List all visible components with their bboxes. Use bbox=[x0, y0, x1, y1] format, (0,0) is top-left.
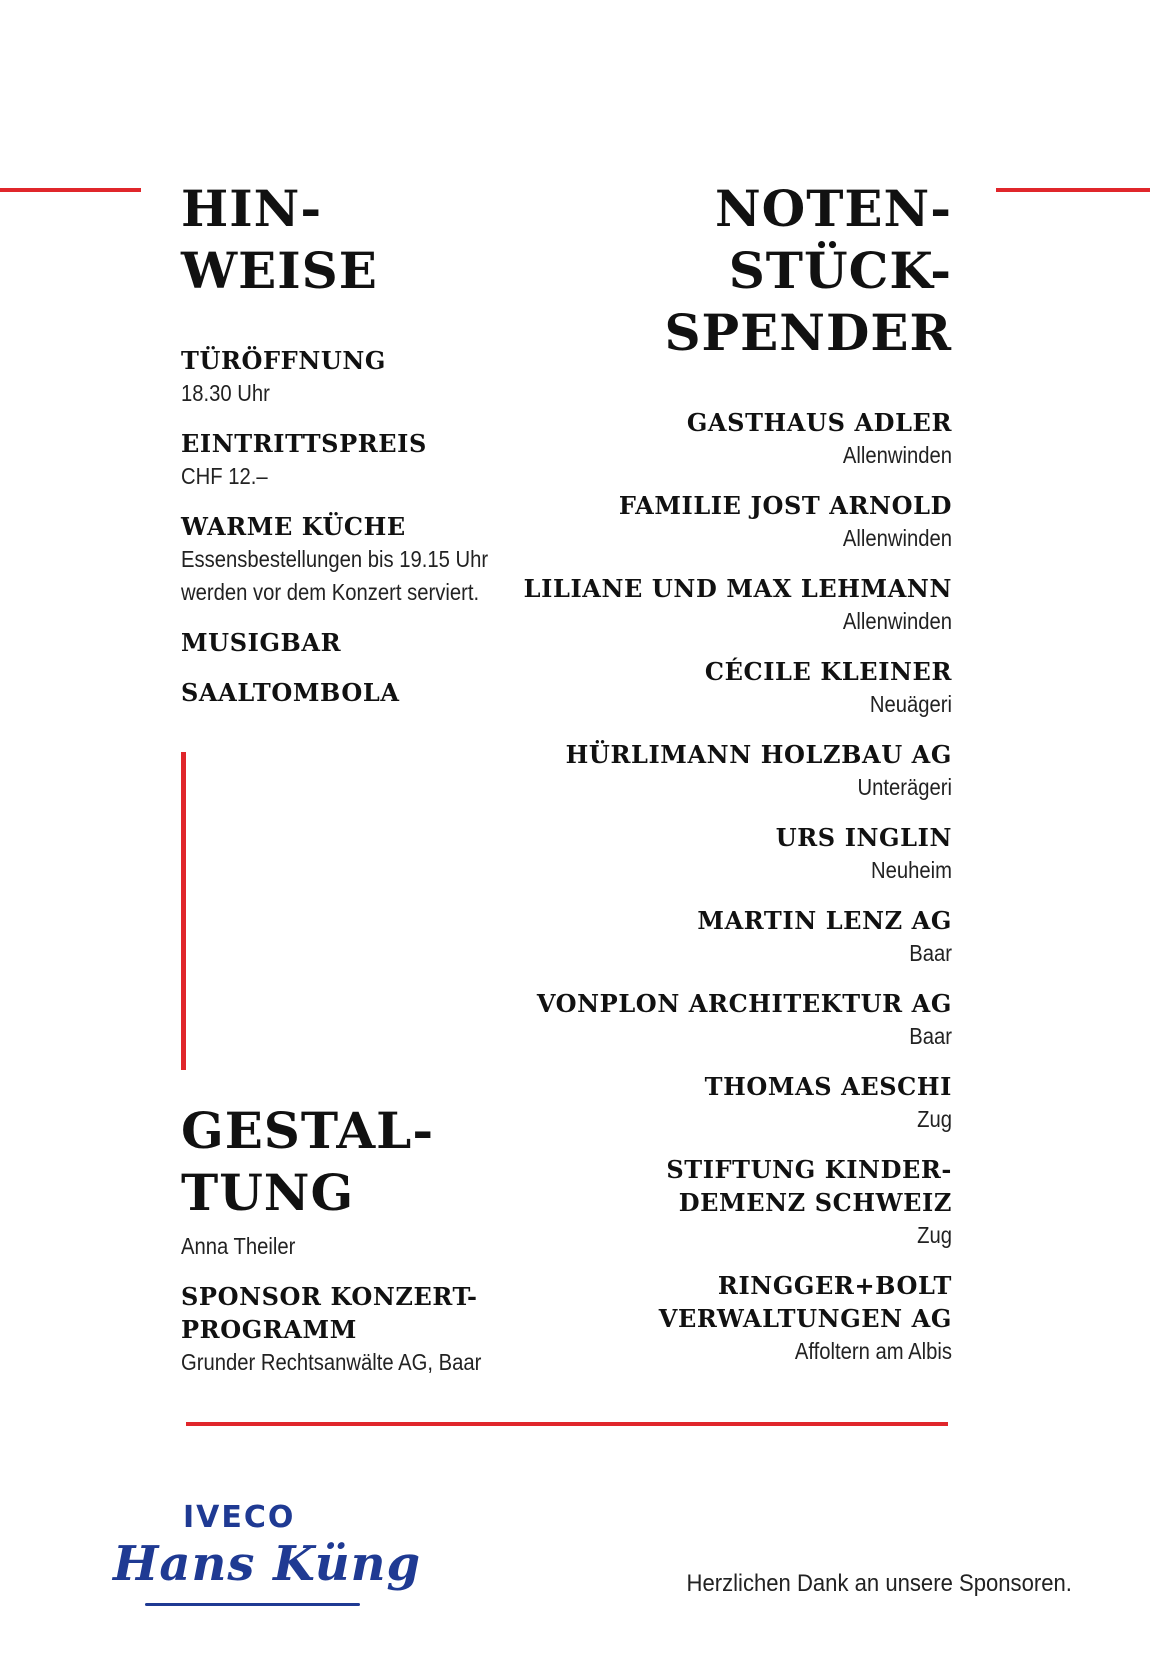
donor-list bbox=[352, 406, 952, 1385]
donor-place: Zug bbox=[917, 1222, 952, 1248]
donor-entry bbox=[352, 655, 952, 721]
donor-name: MARTIN LENZ AG bbox=[697, 906, 952, 935]
donor-entry bbox=[352, 738, 952, 804]
donor-entry bbox=[352, 572, 952, 638]
hinweise-item-heading: WARME KÜCHE bbox=[181, 512, 406, 541]
donor-place: Unterägeri bbox=[857, 774, 952, 800]
donor-entry bbox=[352, 904, 952, 970]
donor-name: LILIANE UND MAX LEHMANN bbox=[523, 574, 952, 603]
donor-place: Allenwinden bbox=[842, 525, 952, 551]
gestaltung-title-line: GESTAL- bbox=[181, 1101, 435, 1160]
hinweise-item-text: CHF 12.– bbox=[181, 463, 268, 489]
iveco-logo: IVECO bbox=[183, 1500, 296, 1535]
notenstueck-title-line: NOTEN- bbox=[714, 179, 952, 238]
donor-place: Baar bbox=[909, 940, 952, 966]
donor-name: CÉCILE KLEINER bbox=[704, 657, 952, 686]
sponsor-name: Grunder Rechtsanwälte AG, Baar bbox=[181, 1349, 482, 1375]
hinweise-item-text: 18.30 Uhr bbox=[181, 380, 270, 406]
hinweise-item-heading: TÜRÖFFNUNG bbox=[181, 346, 387, 375]
donor-name: URS INGLIN bbox=[775, 823, 952, 852]
hinweise-item-heading: MUSIGBAR bbox=[181, 628, 342, 657]
donor-name bbox=[352, 1153, 952, 1219]
donor-name-line: RINGGER+BOLT bbox=[717, 1271, 952, 1300]
donor-entry bbox=[352, 406, 952, 472]
hinweise-item-text: werden vor dem Konzert serviert. bbox=[181, 579, 480, 605]
donor-place: Allenwinden bbox=[842, 608, 952, 634]
donor-name-line: VERWALTUNGEN AG bbox=[658, 1304, 952, 1333]
hinweise-item-heading: SAALTOMBOLA bbox=[181, 678, 400, 707]
vertical-rule bbox=[181, 752, 186, 1070]
donor-entry bbox=[352, 1153, 952, 1252]
donor-place: Baar bbox=[909, 1023, 952, 1049]
donor-place: Zug bbox=[917, 1106, 952, 1132]
donor-entry bbox=[352, 1070, 952, 1136]
donor-name: HÜRLIMANN HOLZBAU AG bbox=[565, 740, 952, 769]
notenstueck-title-line: SPENDER bbox=[664, 303, 952, 362]
thanks-text: Herzlichen Dank an unsere Sponsoren. bbox=[686, 1570, 1072, 1597]
hinweise-item-heading: EINTRITTSPREIS bbox=[181, 429, 427, 458]
donor-entry bbox=[352, 821, 952, 887]
top-right-rule bbox=[996, 188, 1150, 192]
donor-name-line: STIFTUNG KINDER- bbox=[666, 1155, 952, 1184]
hinweise-item-text: Essensbestellungen bis 19.15 Uhr bbox=[181, 546, 489, 572]
donor-name: THOMAS AESCHI bbox=[704, 1072, 952, 1101]
notenstueck-title bbox=[664, 178, 952, 364]
hinweise-title-line: WEISE bbox=[181, 241, 378, 300]
gestaltung-title-line: TUNG bbox=[181, 1163, 355, 1222]
donor-name bbox=[352, 1269, 952, 1335]
donor-name: FAMILIE JOST ARNOLD bbox=[618, 491, 952, 520]
donor-place: Allenwinden bbox=[842, 442, 952, 468]
donor-name: GASTHAUS ADLER bbox=[686, 408, 952, 437]
donor-name-line: DEMENZ SCHWEIZ bbox=[678, 1188, 952, 1217]
donor-place: Neuheim bbox=[870, 857, 952, 883]
bottom-rule bbox=[186, 1422, 948, 1426]
donor-place: Neuägeri bbox=[869, 691, 952, 717]
hans-kueng-logo: Hans Küng bbox=[113, 1536, 422, 1592]
donor-entry bbox=[352, 489, 952, 555]
sponsor-heading-line: PROGRAMM bbox=[181, 1315, 357, 1344]
sponsor-heading-line: SPONSOR KONZERT- bbox=[181, 1282, 478, 1311]
hinweise-title bbox=[181, 178, 378, 302]
designer-name: Anna Theiler bbox=[181, 1233, 296, 1259]
top-left-rule bbox=[0, 188, 141, 192]
hinweise-item bbox=[181, 344, 601, 410]
hinweise-title-line: HIN- bbox=[181, 179, 323, 238]
donor-entry bbox=[352, 987, 952, 1053]
donor-entry bbox=[352, 1269, 952, 1368]
notenstueck-title-line: STÜCK- bbox=[728, 241, 952, 300]
donor-place: Affoltern am Albis bbox=[794, 1338, 952, 1364]
donor-name: VONPLON ARCHITEKTUR AG bbox=[536, 989, 952, 1018]
logo-underline bbox=[145, 1603, 360, 1606]
